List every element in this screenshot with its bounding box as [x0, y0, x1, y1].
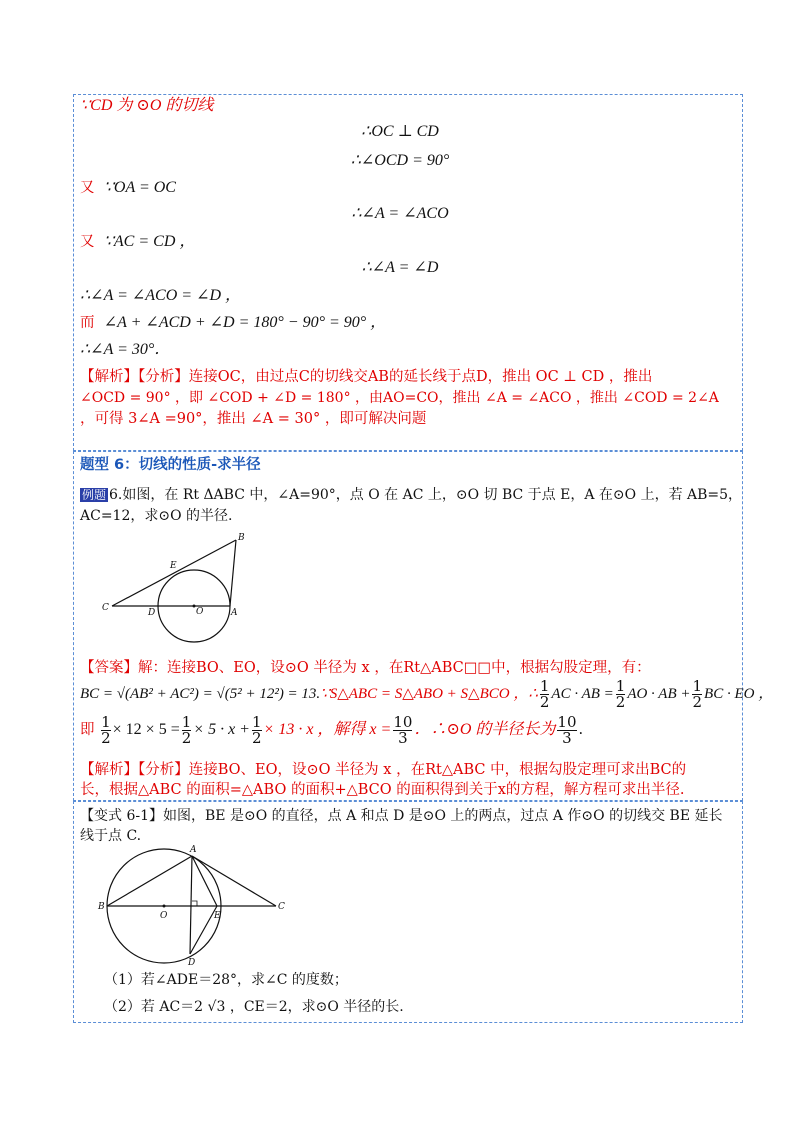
fraction-den: 3 [557, 730, 576, 746]
analysis1-text-1: 连接OC，由过点C的切线交AB的延长线于点D，推出 OC ⊥ CD ，推出 [188, 369, 653, 385]
proof-line-2: ∴OC ⊥ CD [361, 123, 439, 140]
proof-line-9-text: ∠A + ∠ACD + ∠D = 180° − 90° = 90° ， [103, 314, 387, 331]
answer-eq-left: × 12 × 5 = [112, 721, 180, 738]
answer-solve: × 13 · x ，解得 x = [263, 721, 392, 738]
fraction-den: 2 [101, 728, 111, 747]
variant-line-1 [80, 806, 723, 826]
fraction-answer [393, 712, 413, 747]
figure-1-label: A [231, 608, 238, 618]
answer-term-1: AC · AB = [551, 686, 614, 702]
answer-text-1: 解：连接BO、EO，设⊙O 半径为 x ，在Rt△ABC□□中，根据勾股定理，有： [138, 660, 651, 676]
figure-1-label: C [102, 603, 109, 613]
analysis2-text-1: 连接BO、EO，设⊙O 半径为 x ，在Rt△ABC 中，根据勾股定理可求出BC的 [188, 762, 687, 778]
fraction-half [615, 676, 626, 711]
analysis2-line-2: 长，根据△ABC 的面积=△ABO 的面积+△BCO 的面积得到关于x的方程，解方程可求出半径. [80, 782, 685, 798]
variant-question-1: （1）若∠ADE＝28°，求∠C 的度数； [104, 972, 348, 988]
fraction-den: 2 [251, 728, 262, 747]
figure-2-label: E [214, 911, 221, 921]
fraction-den: 3 [393, 730, 412, 746]
fraction-half [251, 712, 262, 747]
fraction-half [692, 676, 703, 711]
analysis2-line-1 [80, 760, 686, 780]
variant-text-1: 如图，BE 是⊙O 的直径，点 A 和点 D 是⊙O 上的两点，过点 A 作⊙O 的切线交 BE 延长 [163, 808, 723, 824]
fraction-half [181, 712, 192, 747]
example-tag: 例题 [82, 488, 107, 502]
figure-2-label: O [160, 911, 168, 921]
fraction-num: 1 [101, 712, 111, 731]
figure-2-label: C [278, 902, 285, 912]
fraction-num: 1 [539, 676, 550, 695]
section-title: 题型 6：切线的性质-求半径 [80, 457, 261, 473]
figure-1-label: O [196, 607, 204, 617]
analysis1-tag: 【解析】【分析】 [80, 369, 189, 385]
answer-ji: 即 [80, 722, 95, 738]
fraction-half [101, 712, 111, 747]
proof-line-8: ∴∠A = ∠ACO = ∠D ， [80, 287, 242, 304]
answer-term-2: AO · AB + [627, 686, 691, 702]
figure-1-label: E [170, 561, 177, 571]
fraction-den: 2 [692, 692, 703, 711]
proof-line-4-prefix: 又 [80, 180, 95, 196]
fraction-num: 10 [393, 712, 413, 731]
proof-line-6-text: ∵AC = CD ， [103, 233, 196, 250]
proof-line-7: ∴∠A = ∠D [361, 259, 439, 276]
figure-2-label: A [190, 845, 197, 855]
figure-1-label: D [148, 608, 156, 618]
analysis1-line-2: ∠OCD = 90° ，即 ∠COD + ∠D = 180° ，由AO=CO，推出 ∠A = ∠ACO ，推出 ∠COD = 2∠A [80, 390, 719, 406]
answer-bc: BC = √(AB² + AC²) = √(5² + 12²) = 13. [80, 686, 321, 702]
answer-line-2 [80, 677, 773, 711]
figure-2-circle-tangent [96, 838, 296, 966]
proof-line-5: ∴∠A = ∠ACO [351, 205, 449, 222]
fraction-den: 2 [181, 728, 192, 747]
answer-radius-text: ．∴⊙O 的半径长为 [414, 721, 556, 738]
answer-term-3: BC · EO ， [704, 686, 774, 702]
answer-line-3 [80, 713, 583, 747]
proof-line-4-text: ∵OA = OC [103, 179, 176, 196]
fraction-half [539, 676, 550, 711]
proof-line-9 [80, 313, 386, 333]
proof-line-1: ∵CD 为 ⊙O 的切线 [80, 97, 214, 114]
example-text-1: 6.如图，在 Rt ΔABC 中，∠A=90°，点 O 在 AC 上，⊙O 切 BC 于点 E，A 在⊙O 上，若 AB=5， [109, 487, 743, 503]
proof-line-6-prefix: 又 [80, 234, 95, 250]
proof-line-4 [80, 178, 176, 198]
figure-2-label: B [98, 902, 105, 912]
answer-line-1 [80, 658, 651, 678]
answer-tag: 【答案】 [80, 660, 138, 676]
analysis1-line-1 [80, 367, 652, 387]
fraction-den: 2 [539, 692, 550, 711]
variant-tag: 【变式 6-1】 [80, 808, 163, 824]
figure-2-label: D [188, 958, 196, 966]
fraction-num: 10 [557, 712, 577, 731]
variant-question-2: （2）若 AC＝2 √3 ，CE＝2，求⊙O 半径的长. [104, 999, 404, 1015]
variant-line-2: 线于点 C. [80, 828, 142, 844]
figure-1-triangle-circle [98, 530, 258, 650]
answer-area-eq: ∵S△ABC = S△ABO + S△BCO ，∴ [320, 686, 538, 702]
fraction-den: 2 [615, 692, 626, 711]
fraction-num: 1 [615, 676, 626, 695]
proof-line-3: ∴∠OCD = 90° [350, 152, 450, 169]
answer-eq-mid: × 5 · x + [193, 721, 250, 738]
analysis2-tag: 【解析】【分析】 [80, 762, 189, 778]
example-line-1 [80, 485, 742, 505]
fraction-num: 1 [692, 676, 703, 695]
proof-line-6 [80, 232, 195, 252]
answer-period: . [578, 722, 584, 738]
fraction-num: 1 [181, 712, 192, 731]
fraction-num: 1 [251, 712, 262, 731]
example-line-2: AC=12，求⊙O 的半径. [80, 508, 233, 524]
proof-line-9-prefix: 而 [80, 315, 95, 331]
analysis1-line-3: ，可得 3∠A =90°，推出 ∠A = 30° ，即可解决问题 [80, 411, 427, 427]
figure-1-label: B [238, 533, 245, 543]
fraction-answer [557, 712, 577, 747]
proof-line-10: ∴∠A = 30°． [80, 341, 171, 358]
